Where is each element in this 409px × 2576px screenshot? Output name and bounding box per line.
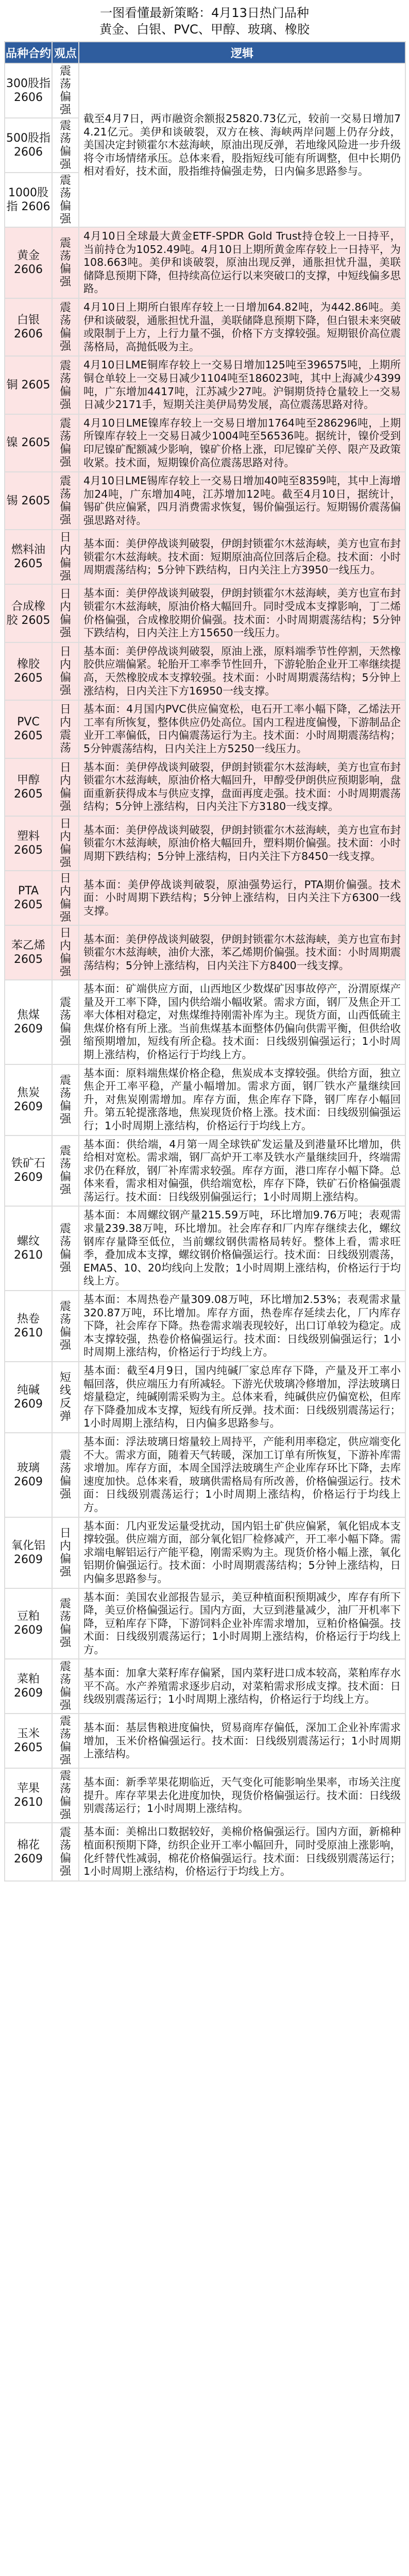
- view-cell: 日内 偏强: [52, 530, 79, 584]
- logic-cell: 4月10日LME镍库存较上一交易日增加1764吨至286296吨，上期所镍库存较上一交易日减少1004吨至56536吨。据统计，镍价受到印尼镍矿配额减少影响，镍矿价格上涨，印尼镍矿关停、限产及政策收紧。技术面，短期镍价高位震荡思路对待。: [79, 414, 405, 472]
- view-cell: 震荡 偏强: [52, 1064, 79, 1136]
- view-cell: 震荡 偏强: [52, 1659, 79, 1714]
- table-row: [5, 700, 405, 758]
- logic-cell: 截至4月7日，两市融资余额报25820.73亿元，较前一交易日增加74.21亿元。美伊和谈破裂，双方在核、海峡两岸问题上仍存分歧，美国决定封锁霍尔木兹海峡，原油出现反弹，若地缘风险进一步升级将令市场情绪承压。总体来看，股指短线可能有所调整，但中长期仍相对看好，技术面，股指维持偏强走势，日内偏多思路参与。: [79, 63, 405, 227]
- logic-cell: 4月10日LME铜库存较上一交易日增加125吨至396575吨，上期所铜仓单较上一交易日减少1104吨至186023吨，其中上海减少4399吨，广东增加4417吨，江苏减少27吨。沪铜期货持仓量较上一交易日减少2171手，短期关注美伊局势发展，高位震荡思路对待。: [79, 356, 405, 414]
- product-cell: 1000股指 2606: [5, 173, 52, 227]
- table-row: [5, 1433, 405, 1517]
- product-cell: 镍 2605: [5, 414, 52, 472]
- product-cell: 苯乙烯 2605: [5, 925, 52, 980]
- header-view: 观点: [52, 42, 79, 63]
- view-cell: 震荡 偏强: [52, 63, 79, 118]
- view-cell: 日内 偏强: [52, 758, 79, 816]
- logic-cell: 基本面：基层售粮进度偏快，贸易商库存偏低，深加工企业补库需求增加，玉米价格偏强运行。技术面：日线级别震荡运行；1小时周期上涨结构。: [79, 1714, 405, 1768]
- view-cell: 震荡 偏强: [52, 1588, 79, 1659]
- view-cell: 震荡 偏强: [52, 1433, 79, 1517]
- logic-cell: 基本面：美棉出口数据较好，美棉价格偏强运行。国内方面，新棉种植面积预期下降，纺织企业开工率小幅回升，同时受原油上涨影响，化纤替代性减弱，棉花价格偏强运行。技术面：日线级别震荡运行；1小时周期上涨结构，价格运行于均线上方。: [79, 1823, 405, 1880]
- logic-cell: 4月10日上期所白银库存较上一日增加64.82吨，为442.86吨。美伊和谈破裂，通胀担忧升温，美联储降息预期下降，但白银未来突破或限制于上方，上行力量不强，价格下方支撑较强。短期银价高位震荡格局，高抛低吸为主。: [79, 298, 405, 356]
- table-row: [5, 871, 405, 925]
- product-cell: PTA 2605: [5, 871, 52, 925]
- product-cell: 棉花 2609: [5, 1823, 52, 1880]
- view-cell: 震荡 偏强: [52, 298, 79, 356]
- product-cell: 500股指 2606: [5, 118, 52, 173]
- view-cell: 震荡 偏强: [52, 980, 79, 1064]
- logic-cell: 基本面：矿端供应方面，山西地区少数煤矿因事故停产，汾渭原煤产量及开工率下降，国内供给端小幅收紧。需求方面，钢厂及焦企开工率大体相对稳定，对焦煤维持刚需补库为主。现货方面，山西低硫主焦煤价格有所上涨。当前焦煤基本面整体仍偏向供需平衡，但供给收缩预期增加，短线有所企稳。技术面：日线级别偏强运行；1小时周期上涨结构，价格运行于均线上方。: [79, 980, 405, 1064]
- view-cell: 日内 偏强: [52, 1517, 79, 1588]
- product-cell: 螺纹 2610: [5, 1206, 52, 1291]
- view-cell: 震荡 偏强: [52, 1136, 79, 1207]
- logic-cell: 基本面：美伊停战谈判破裂，伊朗封锁霍尔木兹海峡，美方也宣布封锁霍尔木兹海峡，原油价格大幅回升，甲醇受伊朗供应预期影响，盘面重新获得成本与供应支撑，盘面再度走强。技术面：小时周期震荡结构；5分钟上涨结构，日内关注下方3180一线支撑。: [79, 758, 405, 816]
- product-cell: 铁矿石 2609: [5, 1136, 52, 1207]
- table-row: [5, 980, 405, 1064]
- page-title: 一图看懂最新策略：4月13日热门品种: [100, 6, 309, 20]
- table-row: [5, 414, 405, 472]
- view-cell: 日内 偏强: [52, 925, 79, 980]
- view-cell: 震荡 偏强: [52, 1714, 79, 1768]
- strategy-table: [4, 41, 406, 1882]
- table-row: [5, 1206, 405, 1291]
- table-row: [5, 472, 405, 530]
- product-cell: 塑料 2605: [5, 816, 52, 871]
- view-cell: 震荡 偏强: [52, 118, 79, 173]
- logic-cell: 基本面：美伊停战谈判破裂，原油上涨，原料端季节性停割，天然橡胶供应端偏紧。轮胎开工率季节性回升，下游轮胎企业开工率继续提高，天然橡胶成本支撑较强。技术面：小时周期震荡结构；5分钟上涨结构，日内关注下方16950一线支撑。: [79, 642, 405, 700]
- table-row: [5, 1291, 405, 1362]
- product-cell: 黄金 2606: [5, 227, 52, 298]
- table-row: [5, 1714, 405, 1768]
- table-header: [5, 42, 405, 63]
- logic-cell: 基本面：本周螺纹钢产量215.59万吨，环比增加9.76万吨；表观需求量239.38万吨，环比增加。社会库存和厂内库存继续去化，螺纹钢库存量降至低位，当前螺纹钢供需格局转好。整体上看，需求旺季，叠加成本支撑，螺纹钢价格偏强运行。技术面：日线级别震荡，EMA5、10、20均线向上发散；1小时周期上涨结构，价格运行于均线上方。: [79, 1206, 405, 1291]
- view-cell: 日内 偏强: [52, 871, 79, 925]
- logic-cell: 基本面：供给端，4月第一周全球铁矿发运量及到港量环比增加，供给相对宽松。需求端，钢厂高炉开工率及铁水产量继续回升，终端需求仍在释放，钢厂补库需求较强。库存方面，港口库存小幅下降。总体来看，需求相对偏强，供给端宽松，库存下降，铁矿石价格偏强震荡运行。技术面：日线级别偏强运行；1小时周期上涨结构。: [79, 1136, 405, 1207]
- logic-cell: 基本面：4月国内PVC供应偏宽松，电石开工率小幅下降，乙烯法开工率有所恢复，整体供应仍处高位。国内工程进度偏慢，下游制品企业开工率偏低，日内偏震荡运行为主。技术面：小时周期震荡结构；5分钟震荡结构，日内关注上方5250一线压力。: [79, 700, 405, 758]
- view-cell: 震荡 偏强: [52, 356, 79, 414]
- product-cell: 铜 2605: [5, 356, 52, 414]
- view-cell: 震荡 偏强: [52, 414, 79, 472]
- product-cell: 苹果 2610: [5, 1768, 52, 1823]
- view-cell: 震荡 偏强: [52, 1291, 79, 1362]
- header-product: 品种合约: [5, 42, 52, 63]
- view-cell: 震荡 偏强: [52, 1206, 79, 1291]
- table-row: [5, 1588, 405, 1659]
- product-cell: 玻璃 2609: [5, 1433, 52, 1517]
- view-cell: 日内 震荡: [52, 700, 79, 758]
- logic-cell: 基本面：美伊停战谈判破裂，伊朗封锁霍尔木兹海峡，美方也宣布封锁霍尔木兹海峡，油价大涨，苯乙烯期价偏强。技术面：小时周期震荡结构；5分钟上涨结构，日内关注下方8400一线支撑。: [79, 925, 405, 980]
- logic-cell: 基本面：新季苹果花期临近，天气变化可能影响坐果率，市场关注度提升。库存苹果去化进度加快，现货价格偏强运行。技术面：日线级别震荡运行；1小时周期上涨结构。: [79, 1768, 405, 1823]
- logic-cell: 基本面：加拿大菜籽库存偏紧，国内菜籽进口成本较高，菜粕库存水平不高。水产养殖需求逐步启动，对菜粕需求形成支撑。技术面：日线级别震荡运行；1小时周期上涨结构，价格运行于均线上方。: [79, 1659, 405, 1714]
- logic-cell: 基本面：美伊停战谈判破裂，伊朗封锁霍尔木兹海峡，美方也宣布封锁霍尔木兹海峡，原油价格大幅回升。同时受成本支撑影响，丁二烯价格偏强，合成橡胶期价偏强。技术面：小时周期震荡结构；5分钟下跌结构，日内关注上方15650一线压力。: [79, 584, 405, 642]
- product-cell: 甲醇 2605: [5, 758, 52, 816]
- logic-cell: 基本面：美伊停战谈判破裂，原油强势运行，PTA期价偏强。技术面：小时周期下跌结构；5分钟上涨结构，日内关注下方6300一线支撑。: [79, 871, 405, 925]
- table-row: [5, 1362, 405, 1433]
- product-cell: 焦炭 2609: [5, 1064, 52, 1136]
- table-row: [5, 1823, 405, 1880]
- table-row: [5, 758, 405, 816]
- product-cell: 锡 2605: [5, 472, 52, 530]
- product-cell: 合成橡胶 2605: [5, 584, 52, 642]
- header-logic: 逻辑: [79, 42, 405, 63]
- product-cell: 热卷 2610: [5, 1291, 52, 1362]
- view-cell: 日内 偏强: [52, 584, 79, 642]
- product-cell: 玉米 2605: [5, 1714, 52, 1768]
- view-cell: 震荡 偏强: [52, 1823, 79, 1880]
- logic-cell: 基本面：浮法玻璃日熔量较上周持平，产能利用率稳定，供应端变化不大。需求方面，随着天气转暖，深加工订单有所恢复，下游补库需求增加。库存方面，本周全国浮法玻璃生产企业库存环比下降，去库速度加快。总体来看，玻璃供需格局有所改善，价格偏强运行。技术面：日线级别震荡运行；1小时周期上涨结构，价格运行于均线上方。: [79, 1433, 405, 1517]
- logic-cell: 基本面：美伊停战谈判破裂，伊朗封锁霍尔木兹海峡，美方也宣布封锁霍尔木兹海峡，原油价格大幅回升，塑料期价偏强。技术面：小时周期下跌结构；5分钟上涨结构，日内关注下方8450一线支撑。: [79, 816, 405, 871]
- view-cell: 震荡 偏强: [52, 1768, 79, 1823]
- logic-cell: 基本面：美国农业部报告显示，美豆种植面积预期减少，库存有所下降，美豆价格偏强运行。国内方面，大豆到港量减少，油厂开机率下降，豆粕库存下降，下游饲料企业补库需求增加，豆粕价格偏强。技术面：日线级别震荡运行；1小时周期上涨结构，价格运行于均线上方。: [79, 1588, 405, 1659]
- view-cell: 日内 偏强: [52, 642, 79, 700]
- table-row: [5, 227, 405, 298]
- product-cell: 焦煤 2609: [5, 980, 52, 1064]
- product-cell: 橡胶 2605: [5, 642, 52, 700]
- table-row: [5, 1064, 405, 1136]
- product-cell: 纯碱 2609: [5, 1362, 52, 1433]
- logic-cell: 基本面：原料端焦煤价格企稳，焦炭成本支撑较强。供给方面，独立焦企开工率平稳，产量小幅增加。需求方面，钢厂铁水产量继续回升，对焦炭刚需增加。库存方面，焦企库存下降，钢厂库存小幅回升。第五轮提涨落地，焦炭现货价格上涨。技术面：日线级别偏强运行；1小时周期上涨结构，价格运行于均线上方。: [79, 1064, 405, 1136]
- product-cell: 菜粕 2609: [5, 1659, 52, 1714]
- table-row: [5, 1659, 405, 1714]
- view-cell: 短线 反弹: [52, 1362, 79, 1433]
- table-row: [5, 1136, 405, 1207]
- table-row: [5, 298, 405, 356]
- table-row: [5, 63, 405, 118]
- table-row: [5, 356, 405, 414]
- logic-cell: 基本面：几内亚发运量受扰动，国内铝土矿供应偏紧，氧化铝成本支撑较强。供应端方面，部分氧化铝厂检修减产，开工率小幅下降。需求端电解铝运行产能平稳，刚需采购为主。现货价格小幅上涨，氧化铝期价偏强运行。技术面：小时周期震荡结构；5分钟上涨结构，日内偏多思路参与。: [79, 1517, 405, 1588]
- view-cell: 日内 偏强: [52, 816, 79, 871]
- table-row: [5, 530, 405, 584]
- product-cell: 豆粕 2609: [5, 1588, 52, 1659]
- logic-cell: 基本面：美伊停战谈判破裂，伊朗封锁霍尔木兹海峡，美方也宣布封锁霍尔木兹海峡。技术面：短期原油高位回落后企稳。技术面：小时周期震荡结构；5分钟下跌结构，日内关注上方3950一线压力。: [79, 530, 405, 584]
- page-subtitle: 黄金、白银、PVC、甲醇、玻璃、橡胶: [99, 22, 310, 37]
- table-row: [5, 642, 405, 700]
- product-cell: 燃料油 2605: [5, 530, 52, 584]
- view-cell: 震荡 偏强: [52, 173, 79, 227]
- header-row: [5, 42, 405, 63]
- logic-cell: 基本面：本周热卷产量309.08万吨，环比增加2.53%；表观需求量320.87万吨，环比增加。库存方面，热卷库存延续去化，厂内库存下降，社会库存下降。热卷需求端表现较好，出口订单较为稳定。成本支撑较强，热卷价格偏强运行。技术面：日线级别偏强运行；1小时周期上涨结构，价格运行于均线上方。: [79, 1291, 405, 1362]
- logic-cell: 4月10日全球最大黄金ETF-SPDR Gold Trust持仓较上一日持平，当前持仓为1052.49吨。4月10日上期所黄金库存较上一日持平，为108.663吨。美伊和谈破裂，原油出现反弹，通胀担忧升温，美联储降息预期下降，但持续高位运行以来突破口的支撑，中短线偏多思路。: [79, 227, 405, 298]
- logic-cell: 基本面：截至4月9日，国内纯碱厂家总库存下降，产量及开工率小幅回落，供应端压力有所减轻。下游光伏玻璃冷修增加，浮法玻璃日熔量稳定，纯碱刚需采购为主。总体来看，纯碱供应仍偏宽松，但库存下降叠加成本支撑，短线有所反弹。技术面：日线级别震荡运行；1小时周期上涨结构，日内偏多思路参与。: [79, 1362, 405, 1433]
- table-row: [5, 925, 405, 980]
- table-row: [5, 1768, 405, 1823]
- table-row: [5, 1517, 405, 1588]
- table-body: [5, 63, 405, 1881]
- table-row: [5, 584, 405, 642]
- view-cell: 震荡 偏强: [52, 472, 79, 530]
- view-cell: 震荡 偏强: [52, 227, 79, 298]
- table-row: [5, 816, 405, 871]
- product-cell: 300股指 2606: [5, 63, 52, 118]
- product-cell: 氧化铝 2609: [5, 1517, 52, 1588]
- product-cell: 白银 2606: [5, 298, 52, 356]
- logic-cell: 4月10日LME锡库存较上一交易日增加40吨至8359吨，其中上海增加24吨，广东增加4吨，江苏增加12吨。截至4月10日，据统计，锡矿供应偏紧，四月消费需求恢复，锡价偏强运行。短期锡价震荡偏强思路对待。: [79, 472, 405, 530]
- product-cell: PVC 2605: [5, 700, 52, 758]
